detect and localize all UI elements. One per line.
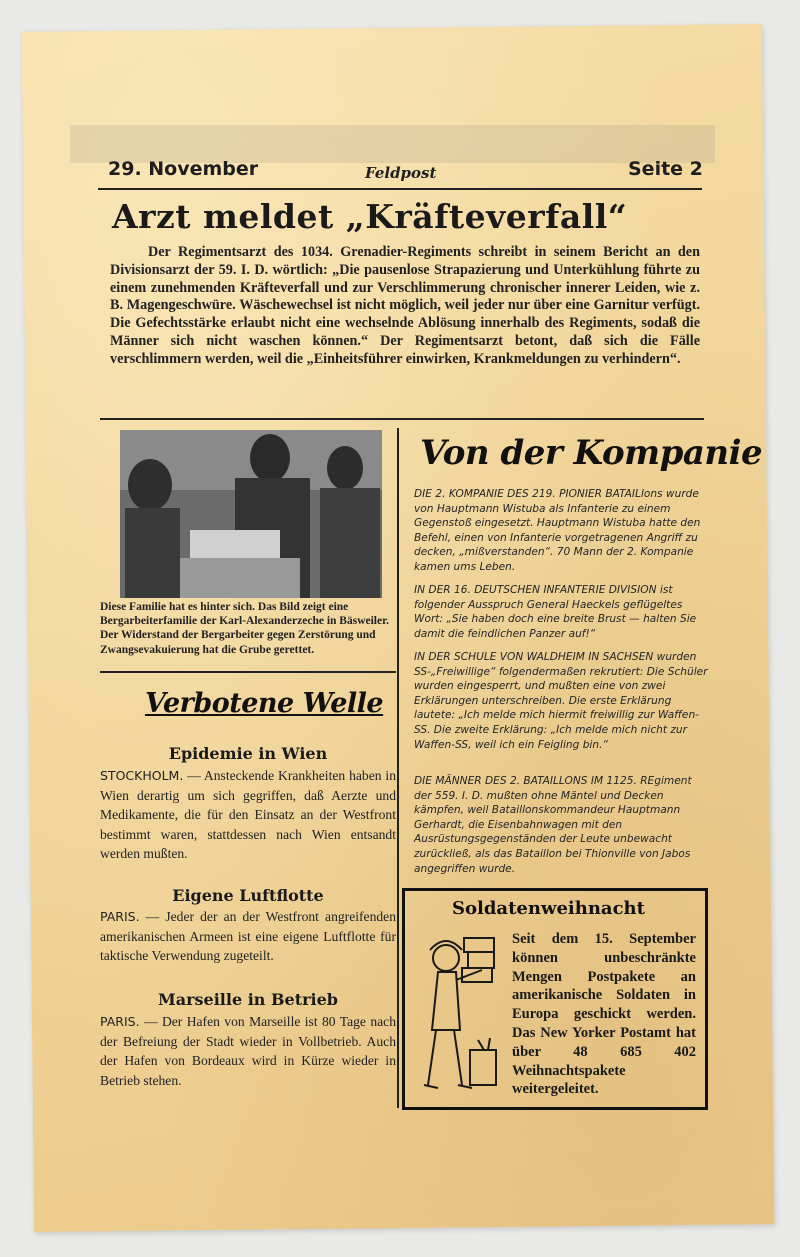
photo-caption: Diese Familie hat es hinter sich. Das Bild zeigt eine Bergarbeiterfamilie der Karl-Alexanderzeche in Bäsweiler. Der Widerstand der Bergarbeiter gegen Zerstörung und Zwangsevakuierung hat die Grube gerettet. xyxy=(100,601,390,656)
welle-section-title: Verbotene Welle xyxy=(145,688,384,719)
family-photo xyxy=(120,430,382,598)
article-body xyxy=(100,766,396,864)
page-number: Seite 2 xyxy=(628,158,703,180)
article-body xyxy=(100,907,396,966)
masthead: Feldpost xyxy=(365,164,437,182)
header-date: 29. November xyxy=(108,158,259,180)
lead-article-text: Der Regimentsarzt des 1034. Grenadier-Regiments schreibt in seinem Bericht an den Divisionsarzt der 59. I. D. wörtlich: „Die pausenlose Strapazierung und Unterkühlung führte zu einem zunehmenden Kräfteverfall und zur Verschlimmerung chronischer innerer Leiden, wie z. B. Magengeschwüre. Wäschewechsel ist nicht möglich, weil jeder nur über eine Garnitur verfügt. Die Gefechtsstärke erlaubt nicht eine wechselnde Ablösung innerhalb des Regiments, sodaß die Männer sich nicht waschen können.“ Der Regimentsarzt betont, daß sich die Fälle verschlimmern werden, weil die „Einheitsführer einwirken, Krankmeldungen zu verhindern“. xyxy=(110,244,700,367)
section-rule xyxy=(100,418,704,420)
article-body xyxy=(100,1012,396,1090)
weihnacht-title: Soldatenweihnacht xyxy=(452,898,645,919)
article-headline: Marseille in Betrieb xyxy=(158,990,338,1009)
article-text: — Ansteckende Krankheiten haben in Wien derartig um sich gegriffen, daß Aerzte und Medikamente, die für den Einsatz an der Westfront bestimmt waren, stattdessen nach Wien entsandt werden mußten. xyxy=(100,768,396,861)
article-dateline: PARIS. xyxy=(100,909,140,924)
article-headline: Eigene Luftflotte xyxy=(172,886,324,905)
family-photo-image xyxy=(120,430,382,598)
kompanie-section-title: Von der Kompanie xyxy=(420,433,763,473)
kompanie-item: IN DER SCHULE VON WALDHEIM IN SACHSEN wurden SS-„Freiwillige“ folgendermaßen rekrutiert: Die Schüler wurden eingesperrt, und mußten eine von zwei Erklärungen unterschreiben. Die erste Erklärung lautete: „Ich melde mich hiermit freiwillig zur Waffen-SS. Die zweite Erklärung: „Ich melde mich nicht zur Waffen-SS, weil ich ein Feigling bin.“ xyxy=(414,651,708,751)
kompanie-item: IN DER 16. DEUTSCHEN INFANTERIE DIVISION ist folgender Ausspruch General Haeckels geflügeltes Wort: „Sie haben doch eine breite Brust — halten Sie damit die feindlichen Panzer auf!“ xyxy=(414,584,697,640)
article-dateline: PARIS. xyxy=(100,1014,140,1029)
article-headline: Epidemie in Wien xyxy=(168,744,328,763)
article-dateline: STOCKHOLM. xyxy=(100,768,184,783)
soldier-with-packages-icon xyxy=(408,920,508,1100)
lead-headline: Arzt meldet „Kräfteverfall“ xyxy=(112,197,628,236)
kompanie-item: DIE MÄNNER DES 2. BATAILLONS IM 1125. REgiment der 559. I. D. mußten ohne Mäntel und Decken kämpfen, weil Bataillonskommandeur Hauptmann Gerhardt, die Eisenbahnwagen mit den Ausrüstungsgegenständen der Leute unbewacht zurückließ, als das Bataillon bei Thionville von Jabos angegriffen wurde. xyxy=(414,775,692,875)
kompanie-item: DIE 2. KOMPANIE DES 219. PIONIER BATAILlons wurde von Hauptmann Wistuba als Infanterie zu einem Gegenstoß eingesetzt. Hauptmann Wistuba hatte den Befehl, einen von Infanterie vorgetragenen Angriff zu decken, „mißverstanden“. 70 Mann der 2. Kompanie kamen ums Leben. xyxy=(414,488,701,573)
weihnacht-text: Seit dem 15. September können unbeschränkte Mengen Postpakete an amerikanische Soldaten in Europa geschickt werden. Das New Yorker Postamt hat über 48 685 402 Weihnachtspakete weitergeleitet. xyxy=(512,931,696,1098)
caption-rule xyxy=(100,671,396,673)
article-text: — Jeder der an der Westfront angreifenden amerikanischen Armeen ist eine eigene Luftflotte für taktische Verwendung zugeteilt. xyxy=(100,909,396,963)
header-rule xyxy=(98,188,702,190)
article-text: — Der Hafen von Marseille ist 80 Tage nach der Befreiung der Stadt wieder in Vollbetrieb. Auch der Hafen von Bordeaux wird in Kürze wieder in Betrieb stehen. xyxy=(100,1014,396,1088)
